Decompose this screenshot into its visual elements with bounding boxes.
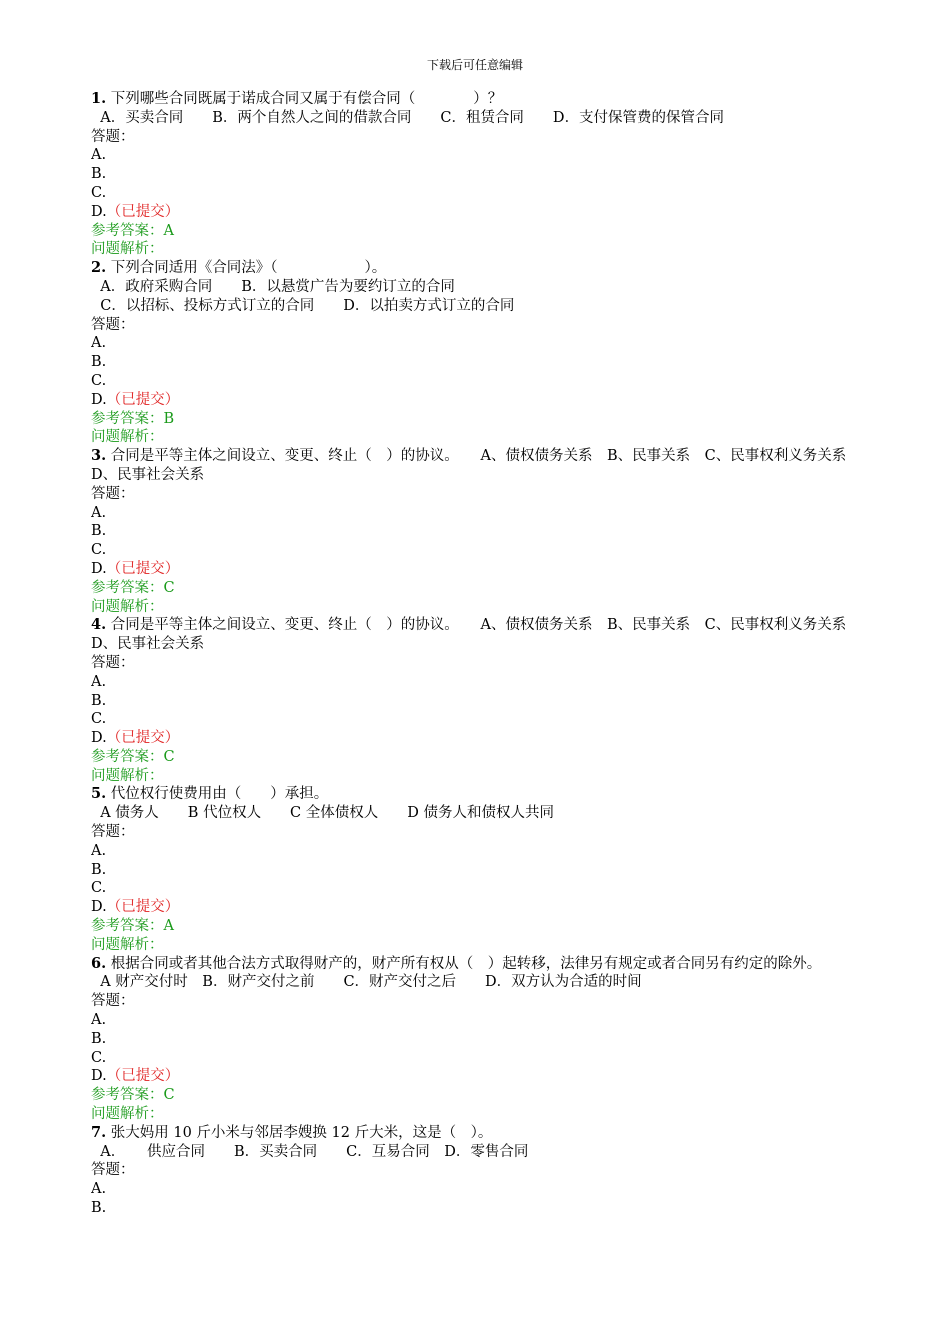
page-header: 下载后可任意编辑 xyxy=(426,58,523,72)
answer-option-d[interactable] xyxy=(91,560,866,579)
option-d-label: D. xyxy=(91,730,107,747)
question-options: A 债务人 B 代位权人 C 全体债权人 D 债务人和债权人共同 xyxy=(91,805,554,822)
question-block xyxy=(91,616,866,785)
reference-answer-label: 参考答案： xyxy=(91,918,164,935)
answer-label: 答题： xyxy=(91,485,135,502)
answer-option-a[interactable]: A. xyxy=(91,504,107,521)
analysis-label: 问题解析： xyxy=(91,598,164,615)
reference-answer xyxy=(91,1086,866,1105)
answer-option-a[interactable]: A. xyxy=(91,1012,107,1029)
reference-answer xyxy=(91,222,866,241)
question-text: 合同是平等主体之间设立、变更、终止（ ）的协议。 A、债权债务关系 B、民事关系 C、民事权利义务关系 D、民事社会关系 xyxy=(91,617,861,653)
reference-answer-label: 参考答案： xyxy=(91,579,164,596)
answer-option-a[interactable]: A. xyxy=(91,147,107,164)
question-block xyxy=(91,955,866,1124)
answer-option-d[interactable] xyxy=(91,729,866,748)
option-d-label: D. xyxy=(91,1068,107,1085)
submitted-status: （已提交） xyxy=(106,391,180,408)
reference-answer-value: C xyxy=(163,1087,175,1104)
reference-answer-label: 参考答案： xyxy=(91,1087,164,1104)
answer-option-d[interactable] xyxy=(91,1067,866,1086)
question-number: 2. xyxy=(91,259,107,277)
submitted-status: （已提交） xyxy=(106,730,180,747)
answer-label: 答题： xyxy=(91,128,135,145)
question-stem xyxy=(91,616,866,654)
submitted-status: （已提交） xyxy=(106,203,180,220)
option-d-label: D. xyxy=(91,391,107,408)
reference-answer xyxy=(91,410,866,429)
answer-option-c[interactable]: C. xyxy=(91,1049,107,1066)
answer-option-b[interactable]: B. xyxy=(91,166,107,183)
question-text: 代位权行使费用由（ ）承担。 xyxy=(110,786,329,803)
question-stem xyxy=(91,785,866,804)
answer-option-d[interactable] xyxy=(91,203,866,222)
answer-option-c[interactable]: C. xyxy=(91,184,107,201)
question-options: C．以招标、投标方式订立的合同 D．以拍卖方式订立的合同 xyxy=(91,297,515,314)
question-block xyxy=(91,1124,866,1218)
option-d-label: D. xyxy=(91,203,107,220)
reference-answer xyxy=(91,579,866,598)
answer-option-a[interactable]: A. xyxy=(91,1181,107,1198)
reference-answer-value: A xyxy=(163,222,174,239)
answer-option-b[interactable]: B. xyxy=(91,523,107,540)
question-options: A． 供应合同 B．买卖合同 C．互易合同 D．零售合同 xyxy=(91,1143,529,1160)
question-number: 3. xyxy=(91,447,107,465)
answer-label: 答题： xyxy=(91,993,135,1010)
answer-option-b[interactable]: B. xyxy=(91,1030,107,1047)
answer-option-a[interactable]: A. xyxy=(91,673,107,690)
answer-option-a[interactable]: A. xyxy=(91,842,107,859)
reference-answer xyxy=(91,917,866,936)
analysis-label: 问题解析： xyxy=(91,241,164,258)
reference-answer-label: 参考答案： xyxy=(91,748,164,765)
submitted-status: （已提交） xyxy=(106,560,180,577)
answer-option-c[interactable]: C. xyxy=(91,711,107,728)
question-number: 6. xyxy=(91,954,107,972)
reference-answer-value: A xyxy=(163,918,174,935)
answer-option-a[interactable]: A. xyxy=(91,335,107,352)
question-block xyxy=(91,90,866,259)
question-number: 5. xyxy=(91,785,107,803)
question-options: A．政府采购合同 B．以悬赏广告为要约订立的合同 xyxy=(91,278,455,295)
question-block xyxy=(91,447,866,616)
answer-label: 答题： xyxy=(91,824,135,841)
answer-label: 答题： xyxy=(91,654,135,671)
document-body xyxy=(91,90,866,1218)
question-stem xyxy=(91,447,866,485)
question-stem xyxy=(91,955,866,974)
question-text: 下列合同适用《合同法》（ ）。 xyxy=(110,260,387,277)
answer-option-c[interactable]: C. xyxy=(91,542,107,559)
answer-option-d[interactable] xyxy=(91,898,866,917)
reference-answer-value: B xyxy=(163,410,175,427)
reference-answer xyxy=(91,748,866,767)
question-text: 合同是平等主体之间设立、变更、终止（ ）的协议。 A、债权债务关系 B、民事关系 C、民事权利义务关系 D、民事社会关系 xyxy=(91,448,861,483)
question-options: A 财产交付时 B．财产交付之前 C．财产交付之后 D．双方认为合适的时间 xyxy=(91,974,642,991)
answer-label: 答题： xyxy=(91,1162,135,1179)
question-number: 4. xyxy=(91,616,107,634)
answer-option-b[interactable]: B. xyxy=(91,692,107,709)
question-text: 根据合同或者其他合法方式取得财产的，财产所有权从（ ）起转移，法律另有规定或者合同另有约定的除外。 xyxy=(110,955,822,972)
answer-option-b[interactable]: B. xyxy=(91,861,107,878)
answer-option-d[interactable] xyxy=(91,391,866,410)
question-block xyxy=(91,785,866,954)
option-d-label: D. xyxy=(91,560,107,577)
reference-answer-label: 参考答案： xyxy=(91,222,164,239)
question-stem xyxy=(91,259,866,278)
question-text: 下列哪些合同既属于诺成合同又属于有偿合同（ ）？ xyxy=(110,91,503,107)
analysis-label: 问题解析： xyxy=(91,1106,164,1123)
option-d-label: D. xyxy=(91,899,107,916)
answer-option-c[interactable]: C. xyxy=(91,372,107,389)
question-number: 1. xyxy=(91,90,107,107)
submitted-status: （已提交） xyxy=(106,1068,180,1085)
answer-label: 答题： xyxy=(91,316,135,333)
analysis-label: 问题解析： xyxy=(91,936,164,953)
answer-option-b[interactable]: B. xyxy=(91,354,107,371)
answer-option-b[interactable]: B. xyxy=(91,1200,107,1217)
question-number: 7. xyxy=(91,1123,107,1141)
reference-answer-label: 参考答案： xyxy=(91,410,164,427)
reference-answer-value: C xyxy=(163,579,175,596)
reference-answer-value: C xyxy=(163,748,175,765)
analysis-label: 问题解析： xyxy=(91,429,164,446)
submitted-status: （已提交） xyxy=(106,899,180,916)
question-block xyxy=(91,259,866,447)
question-stem xyxy=(91,1124,866,1143)
answer-option-c[interactable]: C. xyxy=(91,880,107,897)
analysis-label: 问题解析： xyxy=(91,767,164,784)
question-text: 张大妈用 10 斤小米与邻居李嫂换 12 斤大米，这是（ ）。 xyxy=(110,1124,493,1141)
question-stem xyxy=(91,90,866,109)
question-options: A．买卖合同 B．两个自然人之间的借款合同 C．租赁合同 D．支付保管费的保管合同 xyxy=(91,109,725,126)
